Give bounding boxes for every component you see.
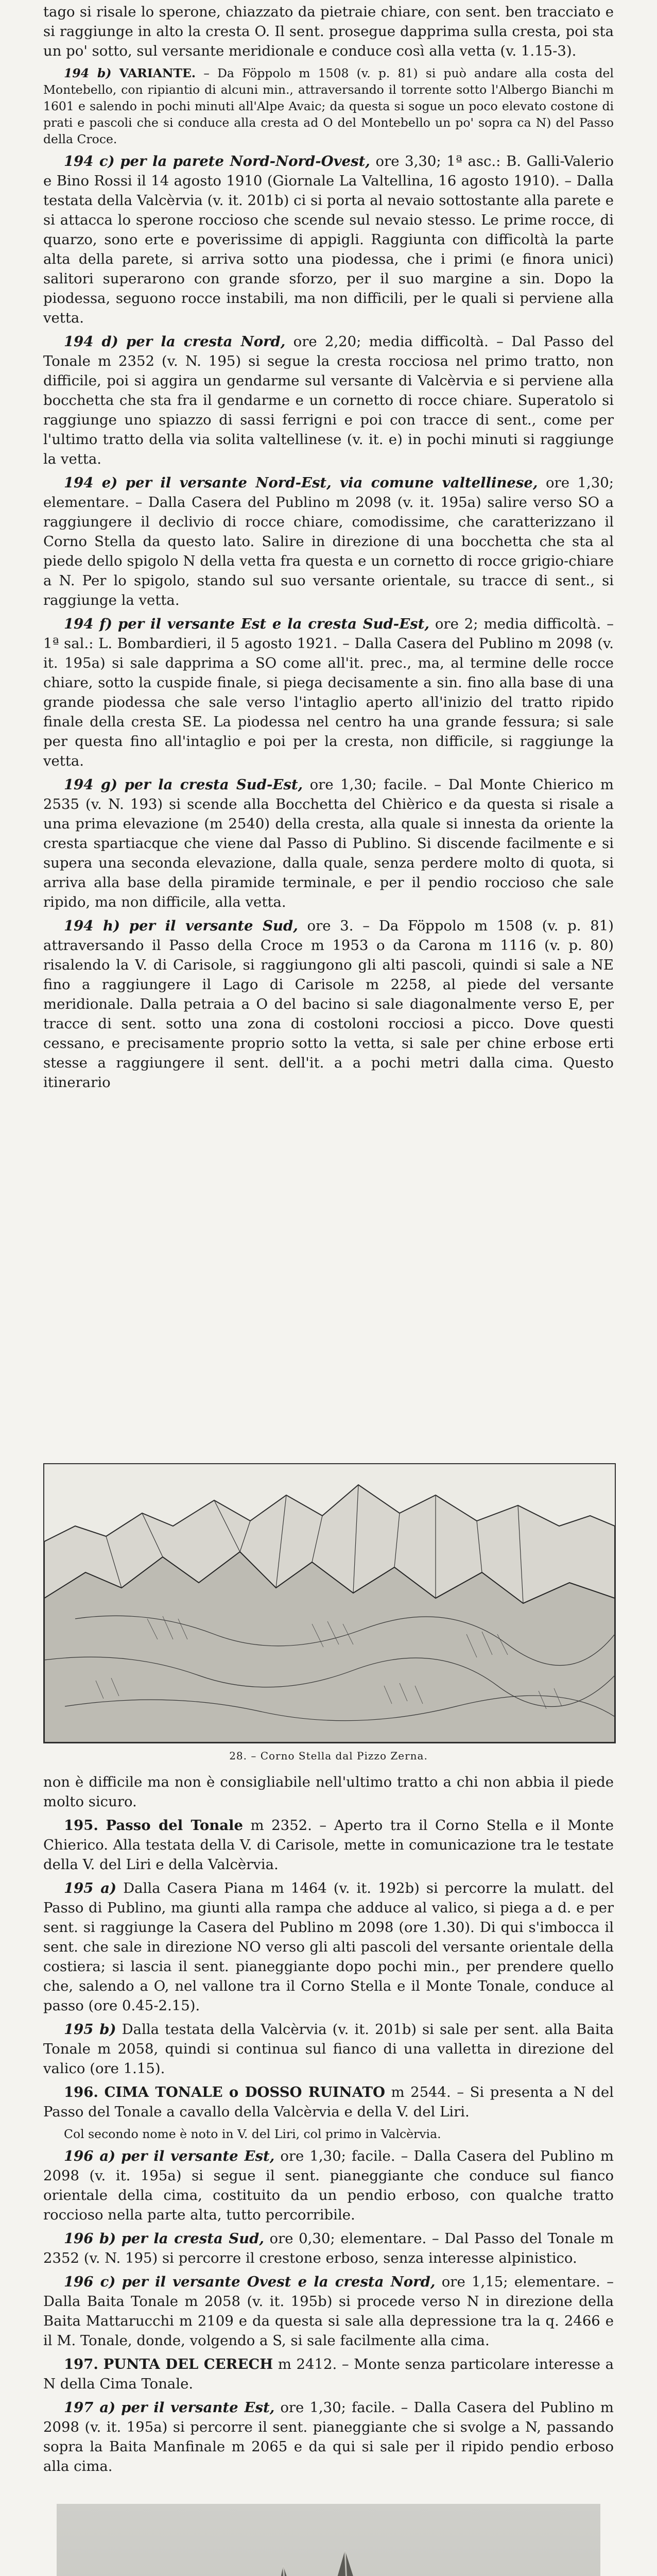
route-text: ore 2,20; media difficoltà. – Dal Passo del Tonale m 2352 (v. N. 195) si segue la cresta rocciosa nel primo tratto, non difficile, poi si aggira un gendarme sul versante di Valcèrvia e si perviene alla bocchetta che sta fra il gendarme e un cornetto di rocce chiare. Superatolo si raggiunge uno spiazzo di sassi ferrigni e poi con tracce di sent., come per l'ultimo tratto della via solita valtellinese (v. it. e) in pochi minuti si raggiunge la vetta. <box>43 333 614 467</box>
entry-title: PUNTA DEL CERECH <box>103 2356 273 2372</box>
paragraph: tago si risale lo sperone, chiazzato da pietraie chiare, con sent. ben tracciato e si raggiunge in alto la cresta O. Il sent. prosegue dapprima sulla cresta, poi sta un po' sotto, sul versante meridionale e conduce così alla vetta (v. 1.15-3). <box>43 4 614 59</box>
route-text: Dalla Casera Piana m 1464 (v. it. 192b) si percorre la mulatt. del Passo di Publino, ma giunti alla rampa che adduce al valico, si piega a d. e per sent. si raggiunge la Casera del Publino m 2098 (ore 1.30). Di qui s'imbocca il sent. che sale in direzione NO verso gli alti pascoli del versante orientale della costiera; si lascia il sent. pianeggiante dopo pochi min., per prendere quello che, salendo a O, nel vallone tra il Corno Stella e il Monte Tonale, conduce al passo (ore 0.45-2.15). <box>43 1880 614 2014</box>
entry-number: 195. <box>64 1817 98 1834</box>
paragraph-196c <box>43 2272 614 2350</box>
route-ref: 194 c) <box>64 153 115 170</box>
figure-caption: 28. – Corno Stella dal Pizzo Zerna. <box>229 1750 428 1762</box>
route-ref: 194 g) <box>64 776 118 793</box>
entry-text: m 2352. – Aperto tra il Corno Stella e il Monte Chierico. Alla testata della V. di Carisole, mette in comunicazione tra le testate della V. del Liri e della Valcèrvia. <box>43 1817 614 1873</box>
route-ref: 197 a) <box>64 2399 116 2416</box>
route-ref: 195 a) <box>64 1880 117 1896</box>
route-text: ore 2; media difficoltà. – 1ª sal.: L. Bombardieri, il 5 agosto 1921. – Dalla Casera del Publino m 2098 (v. it. 195a) si sale dapprima a SO come all'it. prec., ma, al termine delle rocce chiare, sotto la cuspide finale, si piega decisamente a sin. fino alla base di una grande piodessa che sale verso l'intaglio aperto all'inizio del tratto ripido finale della cresta SE. La piodessa nel centro ha una grande fessura; si sale per questa fino all'intaglio e poi per la cresta, non difficile, si raggiunge la vetta. <box>43 616 614 769</box>
entry-number: 196. <box>64 2084 98 2100</box>
entry-title: Passo del Tonale <box>106 1817 243 1834</box>
route-ref: 194 f) <box>64 616 113 632</box>
route-lead: per la cresta Sud, <box>121 2230 264 2247</box>
mountain-sketch-illustration <box>44 1464 615 1742</box>
entry-text: m 2544. – Si presenta a N del Passo del Tonale a cavallo della Valcèrvia e della V. del Liri. <box>43 2084 614 2120</box>
paragraph-195b <box>43 2020 614 2078</box>
text-block-middle <box>43 1772 614 2476</box>
entry-number: 197. <box>64 2356 98 2372</box>
route-text: ore 1,30; elementare. – Dalla Casera del Publino m 2098 (v. it. 195a) salire verso SO a raggiungere il declivio di rocce chiare, comodissime, che caratterizzano il Corno Stella da questo lato. Salire in direzione di una bocchetta che sta al piede dello spigolo N della vetta fra questa e un cornetto di rocce grigio-chiare a N. Per lo spigolo, stando sul suo versante orientale, su tracce di sent., si raggiunge la vetta. <box>43 474 614 608</box>
route-ref: 196 c) <box>64 2274 116 2290</box>
route-ref: 196 b) <box>64 2230 116 2247</box>
route-lead: per il versante Est, <box>121 2148 275 2164</box>
text-block-top <box>43 2 614 1092</box>
entry-196 <box>43 2082 614 2122</box>
route-lead: per il versante Nord-Est, via comune valtellinese, <box>125 474 538 491</box>
route-text: ore 0,30; elementare. – Dal Passo del Tonale m 2352 (v. N. 195) si percorre il crestone erboso, senza interesse alpinistico. <box>43 2230 614 2266</box>
route-lead: per la cresta Sud-Est, <box>124 776 303 793</box>
route-lead: per il versante Ovest e la cresta Nord, <box>122 2274 436 2290</box>
paragraph: non è difficile ma non è consigliabile nell'ultimo tratto a chi non abbia il piede molto sicuro. <box>43 1774 614 1810</box>
route-lead: per la cresta Nord, <box>126 333 286 350</box>
paragraph-194h <box>43 916 614 1092</box>
paragraph-196a <box>43 2146 614 2225</box>
route-text: – Da Föppolo m 1508 (v. p. 81) si può andare alla costa del Montebello, con ripiantio di alcuni min., attraversando il torrente sotto l'Albergo Bianchi m 1601 e salendo in pochi minuti all'Alpe Avaic; da questa si sogue un poco elevato costone di prati e pascoli che si conduce alla cresta ad O del Montebello un po' sopra ca N) del Passo della Croce. <box>43 66 614 146</box>
entry-195 <box>43 1816 614 1874</box>
route-text: ore 1,30; facile. – Dal Monte Chierico m 2535 (v. N. 193) si scende alla Bocchetta del Chièrico e da questa si risale a una prima elevazione (m 2540) della cresta, alla quale si innesta da oriente la cresta spartiacque che viene dal Passo di Publino. Si discende facilmente e si supera una seconda elevazione, dalla quale, senza perdere molto di quota, si arriva alla base della piramide terminale, e per il pendio roccioso che sale ripido, ma non difficile, alla vetta. <box>43 776 614 910</box>
paragraph-194d <box>43 332 614 469</box>
entry-note: Col secondo nome è noto in V. del Liri, col primo in Valcèrvia. <box>64 2127 441 2141</box>
paragraph-196b <box>43 2229 614 2268</box>
route-text: ore 3. – Da Föppolo m 1508 (v. p. 81) attraversando il Passo della Croce m 1953 o da Carona m 1116 (v. p. 80) risalendo la V. di Carisole, si raggiungono gli alti pascoli, quindi si sale a NE fino a raggiungere il Lago di Carisole m 2258, al piede del versante meridionale. Dalla petraia a O del bacino si sale diagonalmente verso E, per tracce di sent. sotto una zona di costoloni rocciosi a picco. Dove questi cessano, e precisamente proprio sotto la vetta, si sale per chine erbose erti stesse a raggiungere il sent. dell'it. a a pochi metri dalla cima. Questo itinerario <box>43 918 614 1091</box>
route-text: ore 3,30; 1ª asc.: B. Galli-Valerio e Bino Rossi il 14 agosto 1910 (Giornale La Valtellina, 16 agosto 1910). – Dalla testata della Valcèrvia (v. it. 201b) ci si porta al nevaio sottostante alla parete e si attacca lo sperone roccioso che scende sul nevaio stesso. Le prime rocce, di quarzo, sono erte e poverissime di appigli. Raggiunta con difficoltà la parte alta della parete, si arriva sotto una piodessa, che i primi (e finora unici) salitori superarono con grande sforzo, per il suo margine a sin. Dopo la piodessa, seguono rocce instabili, ma non difficili, per le quali si perviene alla vetta. <box>43 153 614 326</box>
photo-illustration <box>57 2504 600 2576</box>
paragraph-194g <box>43 775 614 912</box>
mountain-drawing <box>43 1463 616 1743</box>
route-text: Dalla testata della Valcèrvia (v. it. 201b) si sale per sent. alla Baita Tonale m 2058, quindi si continua sul fianco di una valletta in direzione del valico (ore 1.15). <box>43 2021 614 2077</box>
route-lead: per il versante Est e la cresta Sud-Est, <box>118 616 429 632</box>
paragraph-195a <box>43 1878 614 2015</box>
paragraph-194b <box>43 65 614 147</box>
route-text: ore 1,30; facile. – Dalla Casera del Publino m 2098 (v. it. 195a) si segue il sent. pianeggiante che conduce sul fianco orientale della cima, costituito da un pendio erboso, con qualche tratto roccioso nella parte alta, tutto percorribile. <box>43 2148 614 2223</box>
route-ref: 194 h) <box>64 918 120 934</box>
paragraph-194e <box>43 473 614 610</box>
route-ref: 195 b) <box>64 2021 116 2038</box>
route-ref: 194 b) <box>64 66 112 80</box>
paragraph-194f <box>43 614 614 771</box>
route-lead: per il versante Sud, <box>129 918 298 934</box>
entry-title: CIMA TONALE o DOSSO RUINATO <box>104 2084 385 2100</box>
lake-mountain-photo <box>57 2504 600 2576</box>
route-text: ore 1,30; facile. – Dalla Casera del Publino m 2098 (v. it. 195a) si percorre il sent. pianeggiante che si svolge a N, passando sopra la Baita Manfinale m 2065 e da qui si sale per il ripido pendio erboso alla cima. <box>43 2399 614 2475</box>
route-lead: per il versante Est, <box>121 2399 275 2416</box>
route-ref: 194 d) <box>64 333 118 350</box>
paragraph-194c <box>43 151 614 328</box>
entry-197 <box>43 2354 614 2394</box>
paragraph-197a <box>43 2398 614 2476</box>
entry-text: m 2412. – Monte senza particolare interesse a N della Cima Tonale. <box>43 2356 614 2392</box>
route-ref: 194 e) <box>64 474 118 491</box>
route-lead: per la parete Nord-Nord-Ovest, <box>120 153 370 170</box>
route-ref: 196 a) <box>64 2148 116 2164</box>
route-text: ore 1,15; elementare. – Dalla Baita Tonale m 2058 (v. it. 195b) si procede verso N in direzione della Baita Mattarucchi m 2109 e da questa si sale alla depressione tra la q. 2466 e il M. Tonale, donde, volgendo a S, si sale facilmente alla cima. <box>43 2274 614 2349</box>
route-lead: VARIANTE. <box>119 66 196 80</box>
